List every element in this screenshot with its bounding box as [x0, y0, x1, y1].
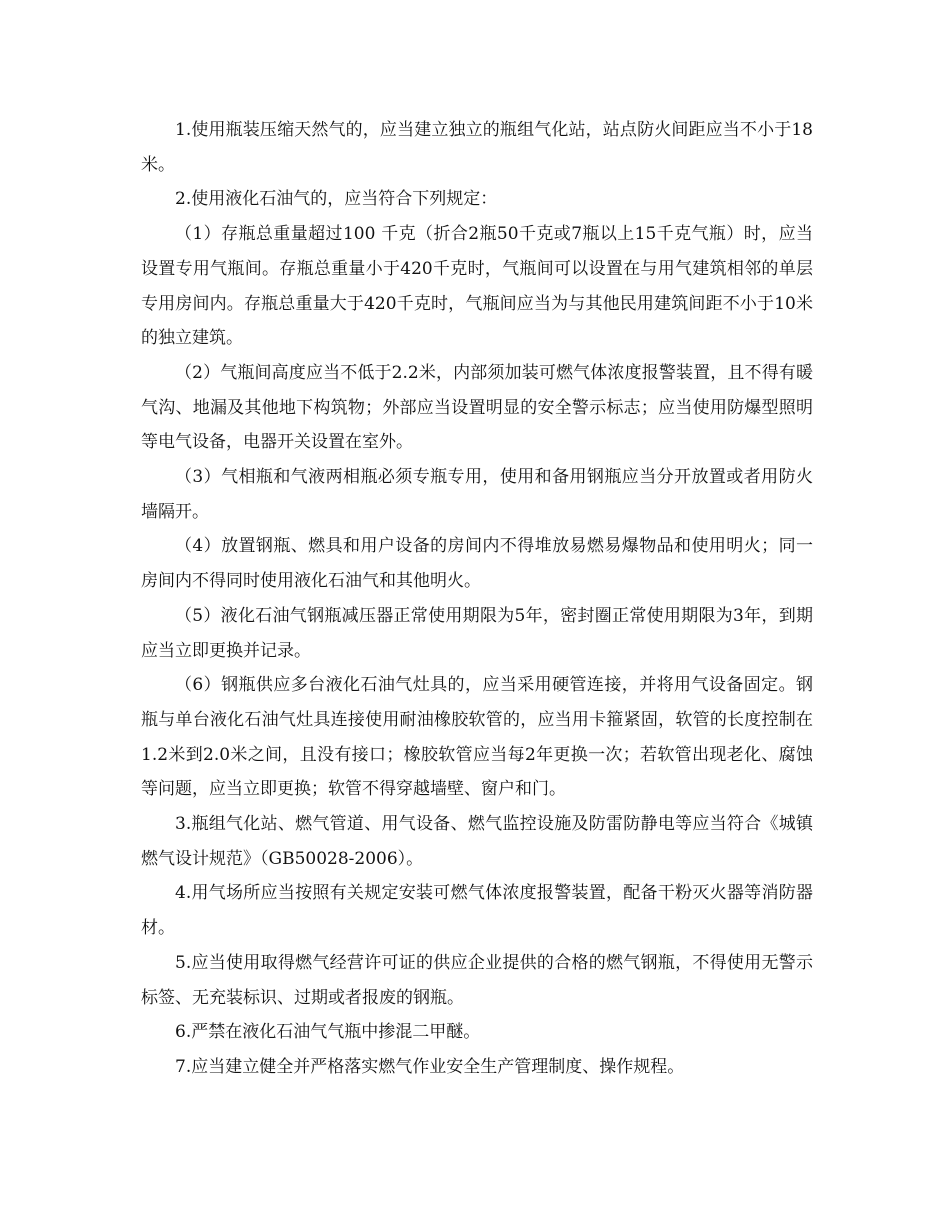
paragraph-subitem-1: （1）存瓶总重量超过100 千克（折合2瓶50千克或7瓶以上15千克气瓶）时，应当设置专用气瓶间。存瓶总重量小于420千克时，气瓶间可以设置在与用气建筑相邻的单层专用房间内。存瓶总重量大于420千克时，气瓶间应当为与其他民用建筑间距不小于10米的独立建筑。 [141, 224, 813, 349]
paragraph-item-5: 5.应当使用取得燃气经营许可证的供应企业提供的合格的燃气钢瓶，不得使用无警示标签、无充装标识、过期或者报废的钢瓶。 [141, 952, 813, 1008]
paragraph-item-4: 4.用气场所应当按照有关规定安装可燃气体浓度报警装置，配备干粉灭火器等消防器材。 [141, 883, 813, 939]
paragraph-subitem-2: （2）气瓶间高度应当不低于2.2米，内部须加装可燃气体浓度报警装置，且不得有暖气沟、地漏及其他地下构筑物；外部应当设置明显的安全警示标志；应当使用防爆型照明等电气设备，电器开关设置在室外。 [141, 362, 813, 453]
paragraph-item-6: 6.严禁在液化石油气气瓶中掺混二甲醚。 [175, 1022, 481, 1043]
paragraph-subitem-6: （6）钢瓶供应多台液化石油气灶具的，应当采用硬管连接，并将用气设备固定。钢瓶与单台液化石油气灶具连接使用耐油橡胶软管的，应当用卡箍紧固，软管的长度控制在1.2米到2.0米之间，且没有接口；橡胶软管应当每2年更换一次；若软管出现老化、腐蚀等问题，应当立即更换；软管不得穿越墙壁、窗户和门。 [141, 675, 813, 800]
paragraph-item-1: 1.使用瓶装压缩天然气的，应当建立独立的瓶组气化站，站点防火间距应当不小于18米。 [141, 120, 813, 175]
paragraph-item-2: 2.使用液化石油气的，应当符合下列规定： [175, 189, 498, 210]
paragraph-item-7: 7.应当建立健全并严格落实燃气作业安全生产管理制度、操作规程。 [175, 1056, 685, 1077]
paragraph-item-3: 3.瓶组气化站、燃气管道、用气设备、燃气监控设施及防雷防静电等应当符合《城镇燃气设计规范》（GB50028-2006）。 [141, 814, 813, 869]
paragraph-subitem-3: （3）气相瓶和气液两相瓶必须专瓶专用，使用和备用钢瓶应当分开放置或者用防火墙隔开。 [141, 467, 813, 522]
document-body [141, 113, 813, 1085]
paragraph-subitem-4: （4）放置钢瓶、燃具和用户设备的房间内不得堆放易燃易爆物品和使用明火；同一房间内不得同时使用液化石油气和其他明火。 [141, 536, 813, 592]
paragraph-subitem-5: （5）液化石油气钢瓶减压器正常使用期限为5年，密封圈正常使用期限为3年，到期应当立即更换并记录。 [141, 605, 813, 661]
